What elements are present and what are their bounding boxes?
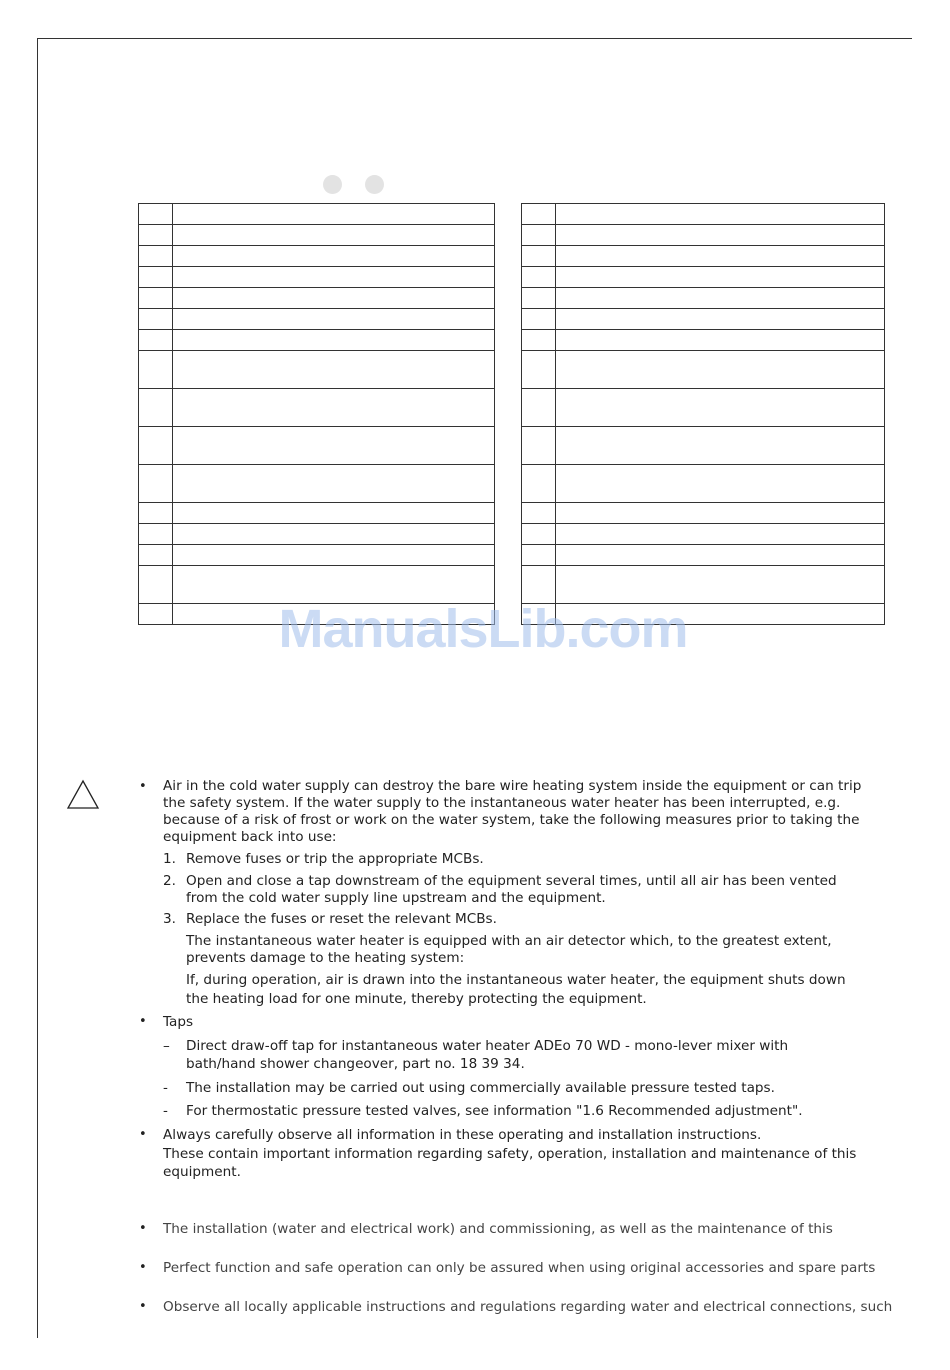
table-cell-description (173, 246, 495, 267)
table-cell-number (522, 427, 556, 465)
paragraph-line: because of a risk of frost or work on the water system, take the following measures prior to taking the (163, 812, 860, 828)
table-cell-number (522, 309, 556, 330)
table-cell-number (139, 204, 173, 225)
paragraph-line: Always carefully observe all information in these operating and installation instructions. (163, 1127, 762, 1143)
table-row (522, 309, 885, 330)
paragraph-line: prevents damage to the heating system: (186, 950, 465, 966)
table-cell-number (522, 288, 556, 309)
list-item: Direct draw-off tap for instantaneous water heater ADEo 70 WD - mono-lever mixer with (186, 1038, 789, 1054)
table-cell-number (522, 524, 556, 545)
table-cell-description (556, 246, 885, 267)
table-cell-description (556, 545, 885, 566)
table-cell-description (173, 545, 495, 566)
table-cell-number (522, 204, 556, 225)
bullet-icon: • (139, 1221, 147, 1236)
table-cell-number (522, 225, 556, 246)
table-row (522, 524, 885, 545)
table-row (522, 503, 885, 524)
table-cell-number (139, 267, 173, 288)
table-cell-description (556, 288, 885, 309)
table-cell-description (556, 524, 885, 545)
list-number: 1. (163, 851, 176, 867)
list-item: bath/hand shower changeover, part no. 18 39 34. (186, 1056, 525, 1072)
table-cell-description (173, 204, 495, 225)
table-cell-description (556, 267, 885, 288)
table-row (522, 465, 885, 503)
table-row (522, 330, 885, 351)
table-row (139, 524, 495, 545)
table-cell-description (556, 330, 885, 351)
table-cell-number (522, 465, 556, 503)
table-cell-description (173, 330, 495, 351)
table-cell-number (139, 288, 173, 309)
parts-table-right (521, 203, 885, 625)
list-item: Open and close a tap downstream of the equipment several times, until all air has been vented (186, 873, 837, 889)
dash-marker: - (163, 1080, 168, 1096)
list-item: Replace the fuses or reset the relevant MCBs. (186, 911, 497, 927)
list-item: The installation may be carried out using commercially available pressure tested taps. (186, 1080, 775, 1096)
table-cell-number (522, 330, 556, 351)
bullet-icon: • (139, 1260, 147, 1275)
table-cell-number (139, 427, 173, 465)
list-item: Remove fuses or trip the appropriate MCBs. (186, 851, 484, 867)
table-cell-number (522, 267, 556, 288)
bullet-icon: • (139, 1299, 147, 1314)
table-cell-description (556, 465, 885, 503)
paragraph-line: The installation (water and electrical work) and commissioning, as well as the maintenance of this (163, 1221, 833, 1237)
table-cell-description (173, 465, 495, 503)
circle-icon (323, 175, 342, 194)
paragraph-line: the safety system. If the water supply to the instantaneous water heater has been interrupted, e.g. (163, 795, 841, 811)
table-cell-number (139, 309, 173, 330)
bullet-icon: • (139, 779, 147, 794)
table-cell-description (173, 309, 495, 330)
table-row (139, 288, 495, 309)
table-cell-description (556, 389, 885, 427)
table-row (139, 545, 495, 566)
table-row (139, 246, 495, 267)
table-cell-description (173, 225, 495, 246)
table-cell-description (173, 503, 495, 524)
paragraph-line: Observe all locally applicable instructions and regulations regarding water and electrical connections, such (163, 1299, 893, 1315)
table-cell-number (139, 351, 173, 389)
table-row (139, 204, 495, 225)
table-cell-number (139, 566, 173, 604)
paragraph-line: The instantaneous water heater is equipped with an air detector which, to the greatest extent, (186, 933, 832, 949)
table-row (522, 204, 885, 225)
watermark: ManualsLib.com (278, 599, 688, 659)
table-cell-description (173, 267, 495, 288)
table-cell-number (522, 503, 556, 524)
paragraph-line: Perfect function and safe operation can only be assured when using original accessories and spare parts (163, 1260, 876, 1276)
dash-marker: - (163, 1103, 168, 1119)
warning-triangle-icon (66, 779, 100, 811)
table-cell-description (556, 225, 885, 246)
table-cell-number (522, 246, 556, 267)
table-cell-description (173, 351, 495, 389)
table-cell-number (139, 545, 173, 566)
table-row (139, 389, 495, 427)
table-cell-description (556, 309, 885, 330)
table-cell-number (139, 604, 173, 625)
table-cell-number (522, 389, 556, 427)
paragraph-line: Air in the cold water supply can destroy the bare wire heating system inside the equipment or can trip (163, 778, 862, 794)
list-item: from the cold water supply line upstream and the equipment. (186, 890, 606, 906)
list-item: For thermostatic pressure tested valves, see information "1.6 Recommended adjustment". (186, 1103, 803, 1119)
table-row (522, 288, 885, 309)
table-cell-number (139, 225, 173, 246)
table-cell-description (173, 389, 495, 427)
table-row (522, 389, 885, 427)
table-cell-number (139, 389, 173, 427)
table-row (522, 545, 885, 566)
paragraph-line: If, during operation, air is drawn into the instantaneous water heater, the equipment shuts down (186, 972, 846, 988)
table-row (522, 246, 885, 267)
table-cell-number (522, 545, 556, 566)
table-cell-description (173, 524, 495, 545)
table-row (522, 267, 885, 288)
table-cell-number (139, 246, 173, 267)
table-cell-number (139, 465, 173, 503)
table-cell-description (556, 351, 885, 389)
table-row (139, 503, 495, 524)
table-row (139, 309, 495, 330)
table-cell-number (139, 524, 173, 545)
circle-icon (365, 175, 384, 194)
paragraph-line: the heating load for one minute, thereby protecting the equipment. (186, 991, 647, 1007)
paragraph-line: Taps (163, 1014, 194, 1030)
table-row (522, 225, 885, 246)
list-number: 2. (163, 873, 176, 889)
table-row (139, 225, 495, 246)
table-cell-description (173, 427, 495, 465)
bullet-icon: • (139, 1014, 147, 1029)
table-cell-number (139, 330, 173, 351)
table-cell-description (556, 503, 885, 524)
paragraph-line: equipment back into use: (163, 829, 337, 845)
table-row (139, 351, 495, 389)
parts-table-left (138, 203, 495, 625)
dash-marker: – (163, 1038, 170, 1054)
paragraph-line: equipment. (163, 1164, 241, 1180)
table-cell-description (556, 204, 885, 225)
bullet-icon: • (139, 1127, 147, 1142)
table-row (522, 351, 885, 389)
table-row (139, 427, 495, 465)
table-row (139, 330, 495, 351)
table-cell-number (139, 503, 173, 524)
page-frame-top-rule (37, 38, 912, 39)
table-cell-description (173, 288, 495, 309)
table-row (139, 465, 495, 503)
table-cell-number (522, 351, 556, 389)
page-frame-left-rule (37, 38, 38, 1338)
table-row (139, 267, 495, 288)
table-row (522, 427, 885, 465)
list-number: 3. (163, 911, 176, 927)
paragraph-line: These contain important information regarding safety, operation, installation and maintenance of this (163, 1146, 857, 1162)
table-cell-description (556, 427, 885, 465)
